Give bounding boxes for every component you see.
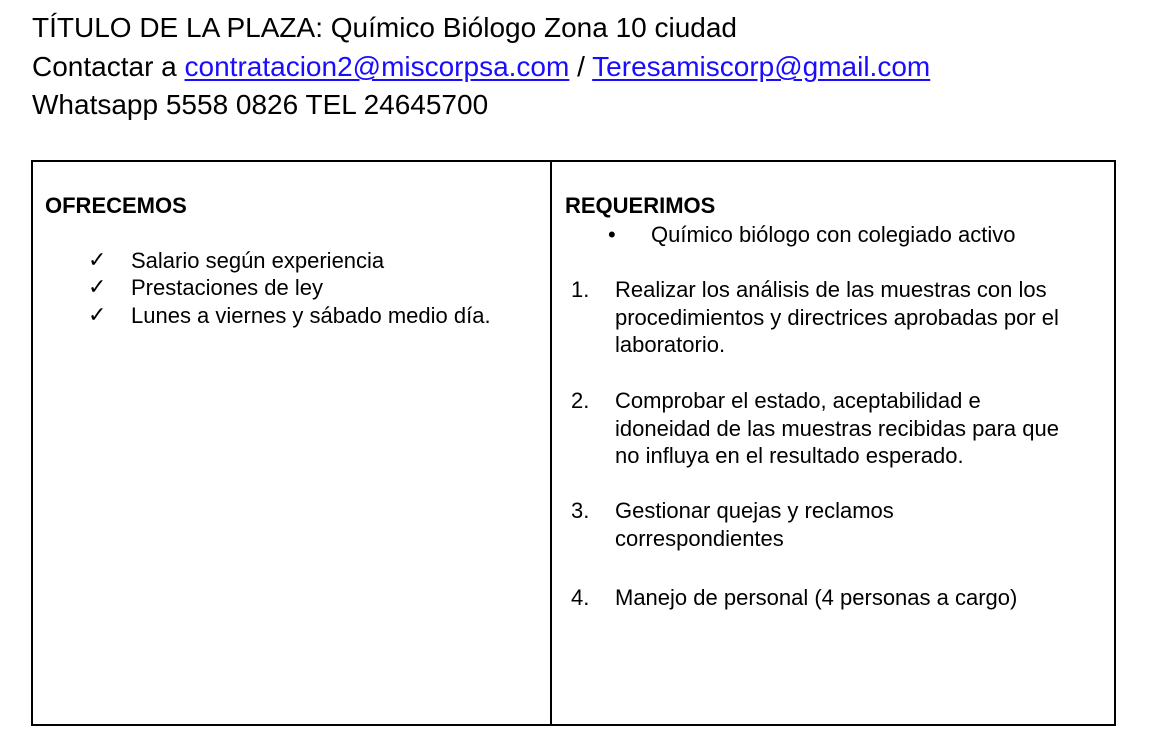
job-details-table: [31, 160, 1116, 726]
email-link-primary[interactable]: contratacion2@miscorpsa.com: [184, 51, 570, 82]
requirement-line: idoneidad de las muestras recibidas para que: [615, 415, 1059, 441]
list-number: 1.: [571, 277, 590, 302]
list-number: 4.: [571, 585, 590, 610]
requirement-item-1: [615, 276, 1115, 359]
job-title: TÍTULO DE LA PLAZA: Químico Biólogo Zona 10 ciudad: [32, 12, 738, 43]
contact-prefix: Contactar a: [32, 51, 185, 82]
requirement-line: Comprobar el estado, aceptabilidad e: [615, 388, 981, 413]
phone-line: Whatsapp 5558 0826 TEL 24645700: [32, 89, 489, 120]
requirement-line: laboratorio.: [615, 332, 726, 357]
requirement-line: no influya en el resultado esperado.: [615, 443, 964, 468]
bullet-icon: •: [608, 222, 616, 247]
list-number: 3.: [571, 498, 590, 523]
check-icon: ✓: [88, 247, 107, 272]
offer-item-benefits: Prestaciones de ley: [131, 275, 323, 300]
requirement-item-2: [615, 387, 1115, 470]
email-separator: /: [569, 51, 593, 82]
offer-item-schedule: Lunes a viernes y sábado medio día.: [131, 303, 491, 328]
requirement-item-3: [615, 497, 1115, 552]
offer-item-salary: Salario según experiencia: [131, 248, 385, 273]
requirement-line: correspondientes: [615, 525, 784, 551]
requirement-line: Manejo de personal (4 personas a cargo): [615, 585, 1018, 610]
requirement-line: procedimientos y directrices aprobadas por el: [615, 304, 1059, 330]
check-icon: ✓: [88, 302, 107, 327]
list-number: 2.: [571, 388, 590, 413]
column-divider: [550, 162, 552, 724]
offer-heading: OFRECEMOS: [45, 193, 187, 218]
email-link-secondary[interactable]: Teresamiscorp@gmail.com: [592, 51, 931, 82]
check-icon: ✓: [88, 274, 107, 299]
require-heading: REQUERIMOS: [565, 193, 716, 218]
requirement-line: Gestionar quejas y reclamos: [615, 498, 894, 523]
requirement-item-4: [615, 584, 1115, 612]
require-bullet-item: Químico biólogo con colegiado activo: [651, 222, 1016, 247]
requirement-line: Realizar los análisis de las muestras con los: [615, 277, 1047, 302]
contact-line: [32, 51, 930, 83]
